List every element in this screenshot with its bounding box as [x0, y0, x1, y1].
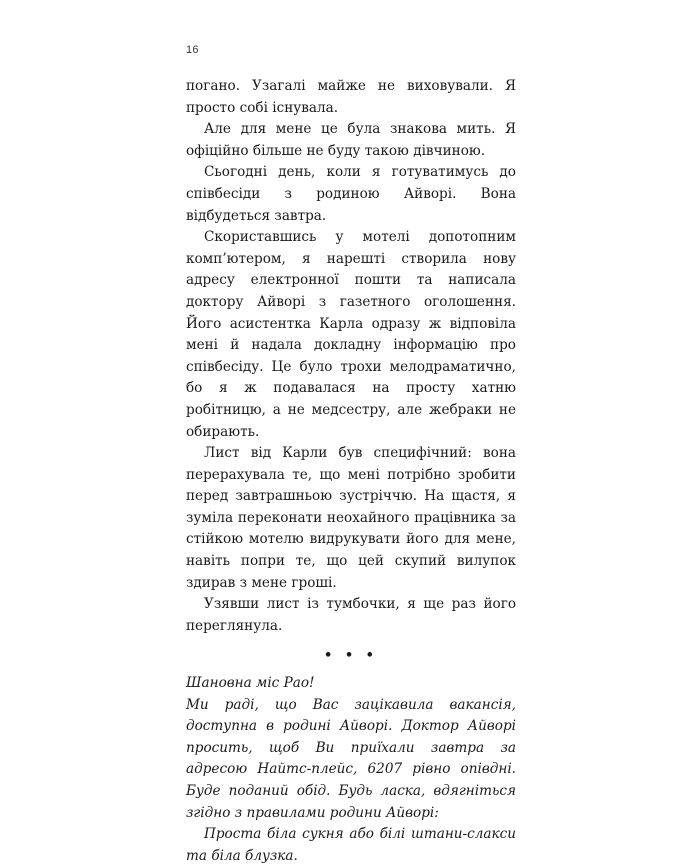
letter-body: Ми раді, що Вас зацікавила вакансія, доступна в родині Айворі. Доктор Айворі просить, щоб Ви приїхали завтра за адресою Найтс-плейс, 6207 рівно опівдні. Буде поданий обід. Будь ласка, вдягніться згідно з правилами родини Айворі:	[186, 696, 516, 821]
paragraph: Узявши лист із тумбочки, я ще раз його переглянула.	[186, 596, 516, 634]
page-number: 16	[186, 44, 199, 56]
letter-block	[186, 673, 516, 867]
paragraph: Лист від Карли був специфічний: вона перерахувала те, що мені потрібно зробити перед завтрашньою зустріччю. На щастя, я зуміла переконати неохайного працівника за стійкою мотелю видрукувати його для мене, навіть попри те, що цей скупий вилупок здирав з мене гроші.	[186, 445, 516, 591]
paragraph: Скориставшись у мотелі допотопним комп’ютером, я нарешті створила нову адресу електронної пошти та написала доктору Айворі з газетного оголошення. Його асистентка Карла одразу ж відповіла мені й надала докладну інформацію про співбесіду. Це було трохи мелодраматично, бо я ж подавалася на просту хатню робітницю, а не медсестру, але жебраки не обирають.	[186, 229, 516, 440]
paragraph: Сьогодні день, коли я готуватимусь до співбесіди з родиною Айворі. Вона відбудеться завтра.	[186, 164, 516, 224]
body-text	[186, 76, 516, 867]
paragraph: Але для мене це була знакова мить. Я офіційно більше не буду такою дівчиною.	[186, 121, 516, 159]
paragraph: погано. Узагалі майже не виховували. Я просто собі існувала.	[186, 78, 516, 116]
letter-item: Проста біла сукня або білі штани-слакси та біла блузка.	[186, 826, 516, 864]
section-separator: • • •	[324, 648, 378, 664]
letter-salutation: Шановна міс Рао!	[186, 675, 315, 692]
